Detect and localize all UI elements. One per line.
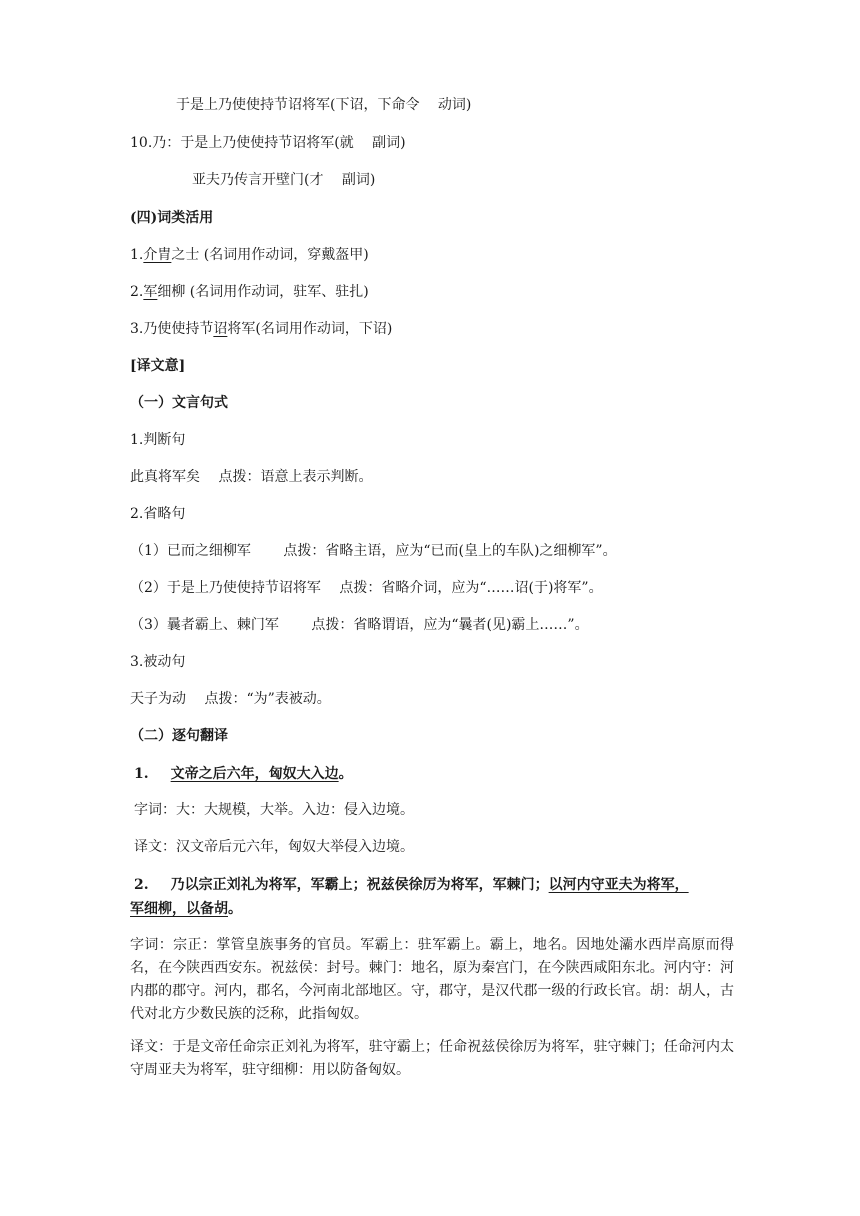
section-heading-cilei: (四)词类活用 bbox=[130, 210, 214, 226]
sentence-number: 1. bbox=[134, 766, 149, 782]
sentence-number: 2. bbox=[134, 877, 149, 893]
sentence-end: 。 bbox=[338, 766, 353, 782]
ellipsis-example-2: （2）于是上乃使使持节诏将军 点拨：省略介词，应为“……诏(于)将军”。 bbox=[130, 580, 603, 596]
translation-2: 译文：于是文帝任命宗正刘礼为将军，驻守霸上；任命祝兹侯徐厉为将军，驻守棘门；任命河内太守周亚夫为将军，驻守细柳：用以防备匈奴。 bbox=[130, 1039, 734, 1078]
source-sentence-underlined: 军细柳，以备胡 bbox=[130, 901, 228, 917]
sentence-2-line-2 bbox=[130, 899, 242, 919]
ellipsis-example-3: （3）曩者霸上、棘门军 点拨：省略谓语，应为“曩者(见)霸上……”。 bbox=[130, 617, 589, 633]
underlined-term: 介胄 bbox=[143, 247, 172, 263]
sentence-type-passive: 3.被动句 bbox=[130, 654, 186, 670]
source-sentence-underlined: 以河内守亚夫为将军， bbox=[548, 877, 689, 893]
usage-example-line: 亚夫乃传言开壁门(才 副词) bbox=[192, 172, 376, 188]
cilei-item-2 bbox=[130, 282, 369, 302]
item-text: 之士 (名词用作动词，穿戴盔甲) bbox=[171, 247, 369, 263]
sentence-end: 。 bbox=[228, 901, 242, 917]
sentence-2-line-1 bbox=[134, 875, 689, 895]
sentence-type-ellipsis: 2.省略句 bbox=[130, 506, 186, 522]
cilei-item-1 bbox=[130, 245, 369, 265]
subheading-jushi: （一）文言句式 bbox=[130, 395, 228, 411]
cilei-item-3 bbox=[130, 319, 392, 339]
sentence-type-judgment: 1.判断句 bbox=[130, 432, 186, 448]
item-number: 1. bbox=[130, 247, 144, 263]
source-sentence: 文帝之后六年，匈奴大入边 bbox=[170, 766, 339, 782]
ellipsis-example-1: （1）已而之细柳军 点拨：省略主语，应为“已而(皇上的车队)之细柳军”。 bbox=[130, 543, 617, 559]
item-text: 细柳 (名词用作动词，驻军、驻扎) bbox=[157, 284, 369, 300]
underlined-term: 诏 bbox=[213, 321, 228, 337]
item-number: 2. bbox=[130, 284, 144, 300]
item-text: 将军(名词用作动词，下诏) bbox=[227, 321, 393, 337]
underlined-term: 军 bbox=[143, 284, 158, 300]
source-sentence-part: 乃以宗正刘礼为将军，军霸上；祝兹侯徐厉为将军，军棘门； bbox=[170, 877, 549, 893]
sentence-1 bbox=[134, 764, 353, 784]
vocab-note-2: 字词：宗正：掌管皇族事务的官员。军霸上：驻军霸上。霸上，地名。因地处灞水西岸高原而得名，在今陕西西安东。祝兹侯：封号。棘门：地名，原为秦宫门，在今陕西咸阳东北。河内守：河内郡的郡守。河内，郡名，今河南北部地区。守，郡守，是汉代郡一级的行政长官。胡：胡人，古代对北方少数民族的泛称，此指匈奴。 bbox=[130, 937, 734, 1022]
vocab-note-1: 字词：大：大规模，大举。入边：侵入边境。 bbox=[134, 802, 414, 818]
judgment-example: 此真将军矣 点拨：语意上表示判断。 bbox=[130, 469, 373, 485]
usage-example-line: 于是上乃使使持节诏将军(下诏，下命令 动词) bbox=[176, 97, 472, 113]
translation-1: 译文：汉文帝后元六年，匈奴大举侵入边境。 bbox=[134, 839, 414, 855]
section-heading-yiwen: [译文意] bbox=[130, 358, 186, 374]
entry-10-nai: 10.乃：于是上乃使使持节诏将军(就 副词) bbox=[130, 135, 406, 151]
subheading-fanyi: （二）逐句翻译 bbox=[130, 728, 228, 744]
passive-example: 天子为动 点拨：“为”表被动。 bbox=[130, 691, 331, 707]
item-text: 3.乃使使持节 bbox=[130, 321, 214, 337]
